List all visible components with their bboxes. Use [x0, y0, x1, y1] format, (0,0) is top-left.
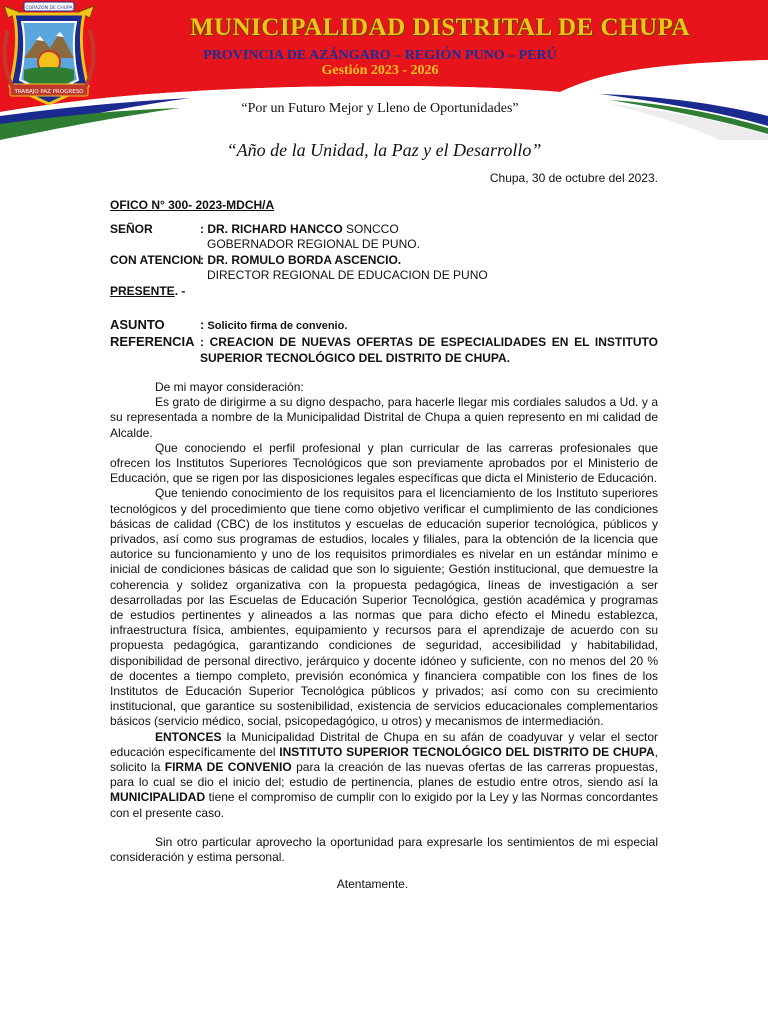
addressee-label: SEÑOR [110, 222, 153, 236]
p4-text-3: para la creación de las nuevas ofertas de las carreras propuestas, para lo cual se dio el inicio del; estudio de pertinencia, planes de estudio entre otros, siendo así la [110, 760, 658, 790]
office-number: OFICO N° 300- 2023-MDCH/A [110, 198, 275, 212]
subject-text: Solicito firma de convenio. [204, 320, 348, 332]
paragraph-2: Que conociendo el perfil profesional y plan curricular de las carreras profesionales que ofrecen los Institutos Superiores Tecnológicos que son previamente aprobados por el Ministerio de Educación, que se rigen por las disposiciones legales específicas que dicta el Ministerio de Educación. [110, 440, 658, 486]
crest-ribbon-top: CORAZON DE CHUPA [25, 6, 73, 11]
addressee-name-bold: : DR. RICHARD HANCCO [200, 222, 343, 236]
reference-label: REFERENCIA [110, 334, 195, 349]
p4-bold-institute: INSTITUTO SUPERIOR TECNOLÓGICO DEL DISTRITO DE CHUPA [279, 744, 655, 759]
crest-ribbon-bottom: TRABAJO PAZ PROGRESO [14, 89, 84, 95]
presente-suffix: . - [174, 284, 186, 298]
p4-bold-municipalidad: MUNICIPALIDAD [110, 790, 206, 805]
paragraph-1: Es grato de dirigirme a su digno despacho, para hacerle llegar mis cordiales saludos a Ud. y a su representada a nombre de la Municipalidad Distrital de Chupa a quien represento en mi calidad de Alcalde. [110, 395, 658, 440]
addressee-name-rest: SONCCO [342, 222, 399, 236]
p4-text-1: la Municipalidad Distrital de Chupa en su afán de coadyuvar y velar el sector educación específicamente del [110, 729, 658, 759]
municipal-crest-icon [0, 0, 98, 108]
letter-date: Chupa, 30 de octubre del 2023. [489, 171, 658, 185]
closing: Atentamente. [336, 877, 409, 891]
slogan: “Por un Futuro Mejor y Lleno de Oportunidades” [241, 101, 519, 116]
paragraph-5: Sin otro particular aprovecho la oportunidad para expresarle los sentimientos de mi especial consideración y estima personal. [110, 834, 658, 865]
p4-text-2: , solicito la [110, 744, 659, 775]
letterhead-banner [0, 0, 768, 140]
attention-label: CON ATENCION [110, 253, 202, 267]
attention-name: : DR. ROMULO BORDA ASCENCIO. [200, 253, 402, 267]
p4-bold-convenio: FIRMA DE CONVENIO [164, 760, 292, 775]
paragraph-3: Que teniendo conocimiento de los requisitos para el licenciamiento de los Instituto superiores tecnológicos y del procedimiento que tiene como objetivo verificar el cumplimiento de las condiciones básicas de calidad (CBC) de los institutos y escuelas de educación superior tecnológica, públicos y privados, así como sus programas de estudios, locales y filiales, para la obtención de la licencia que autorice su funcionamiento y uno de los requisitos primordiales es nivelar en un estándar mínimo e inicial de condiciones básicas de calidad que son lo siguiente; Gestión institucional, que demuestre la coherencia y solidez organizativa con la propuesta pedagógica, líneas de investigación a ser desarrolladas por las Escuelas de Educación Superior Tecnológica, gestión académica y programas de estudios pertinentes y alineados a las normas que para dicho efecto el Minedu establezca, infraestructura física, ambientes, equipamiento y recursos para el aprendizaje de acuerdo con su propuesta pedagógica, garantizando condiciones de seguridad, accesibilidad y habitabilidad, disponibilidad de personal directivo, jerárquico y docente idóneo y suficiente, con no menos del 20 % de docentes a tiempo completo, previsión económica y financiera compatible con los fines de los Institutos de Educación Superior Tecnológica públicos y privados; así como con su crecimiento institucional, que garantice su sostenibilidad, existencia de servicios educacionales complementarios básicos (servicio médico, social, psicopedagógico, u otros) y mecanismos de intermediación. [110, 486, 658, 729]
administration-term: Gestión 2023 - 2026 [321, 63, 439, 78]
province-region: PROVINCIA DE AZÁNGARO – REGIÓN PUNO – PERÚ [203, 48, 557, 63]
p4-bold-entonces: ENTONCES [155, 729, 222, 744]
addressee-position: GOBERNADOR REGIONAL DE PUNO. [207, 237, 420, 251]
subject-line [200, 317, 347, 334]
municipality-title: MUNICIPALIDAD DISTRITAL DE CHUPA [189, 14, 691, 41]
subject-label: ASUNTO [110, 317, 165, 332]
letter-body [110, 380, 658, 865]
p4-text-4: tiene el compromiso de cumplir con lo exigido por la Ley y las Normas concordantes con el presente caso. [110, 790, 658, 820]
presente-word: PRESENTE [110, 284, 175, 298]
subject-colon: : [200, 317, 205, 332]
presente-line [110, 284, 185, 299]
year-motto: “Año de la Unidad, la Paz y el Desarrollo” [226, 140, 542, 160]
greeting: De mi mayor consideración: [155, 380, 304, 394]
paragraph-4 [110, 730, 658, 821]
attention-position: DIRECTOR REGIONAL DE EDUCACION DE PUNO [207, 268, 488, 282]
addressee-name [200, 222, 399, 237]
reference-text: : CREACION DE NUEVAS OFERTAS DE ESPECIALIDADES EN EL INSTITUTO SUPERIOR TECNOLÓGICO DEL DISTRITO DE CHUPA. [200, 335, 658, 365]
